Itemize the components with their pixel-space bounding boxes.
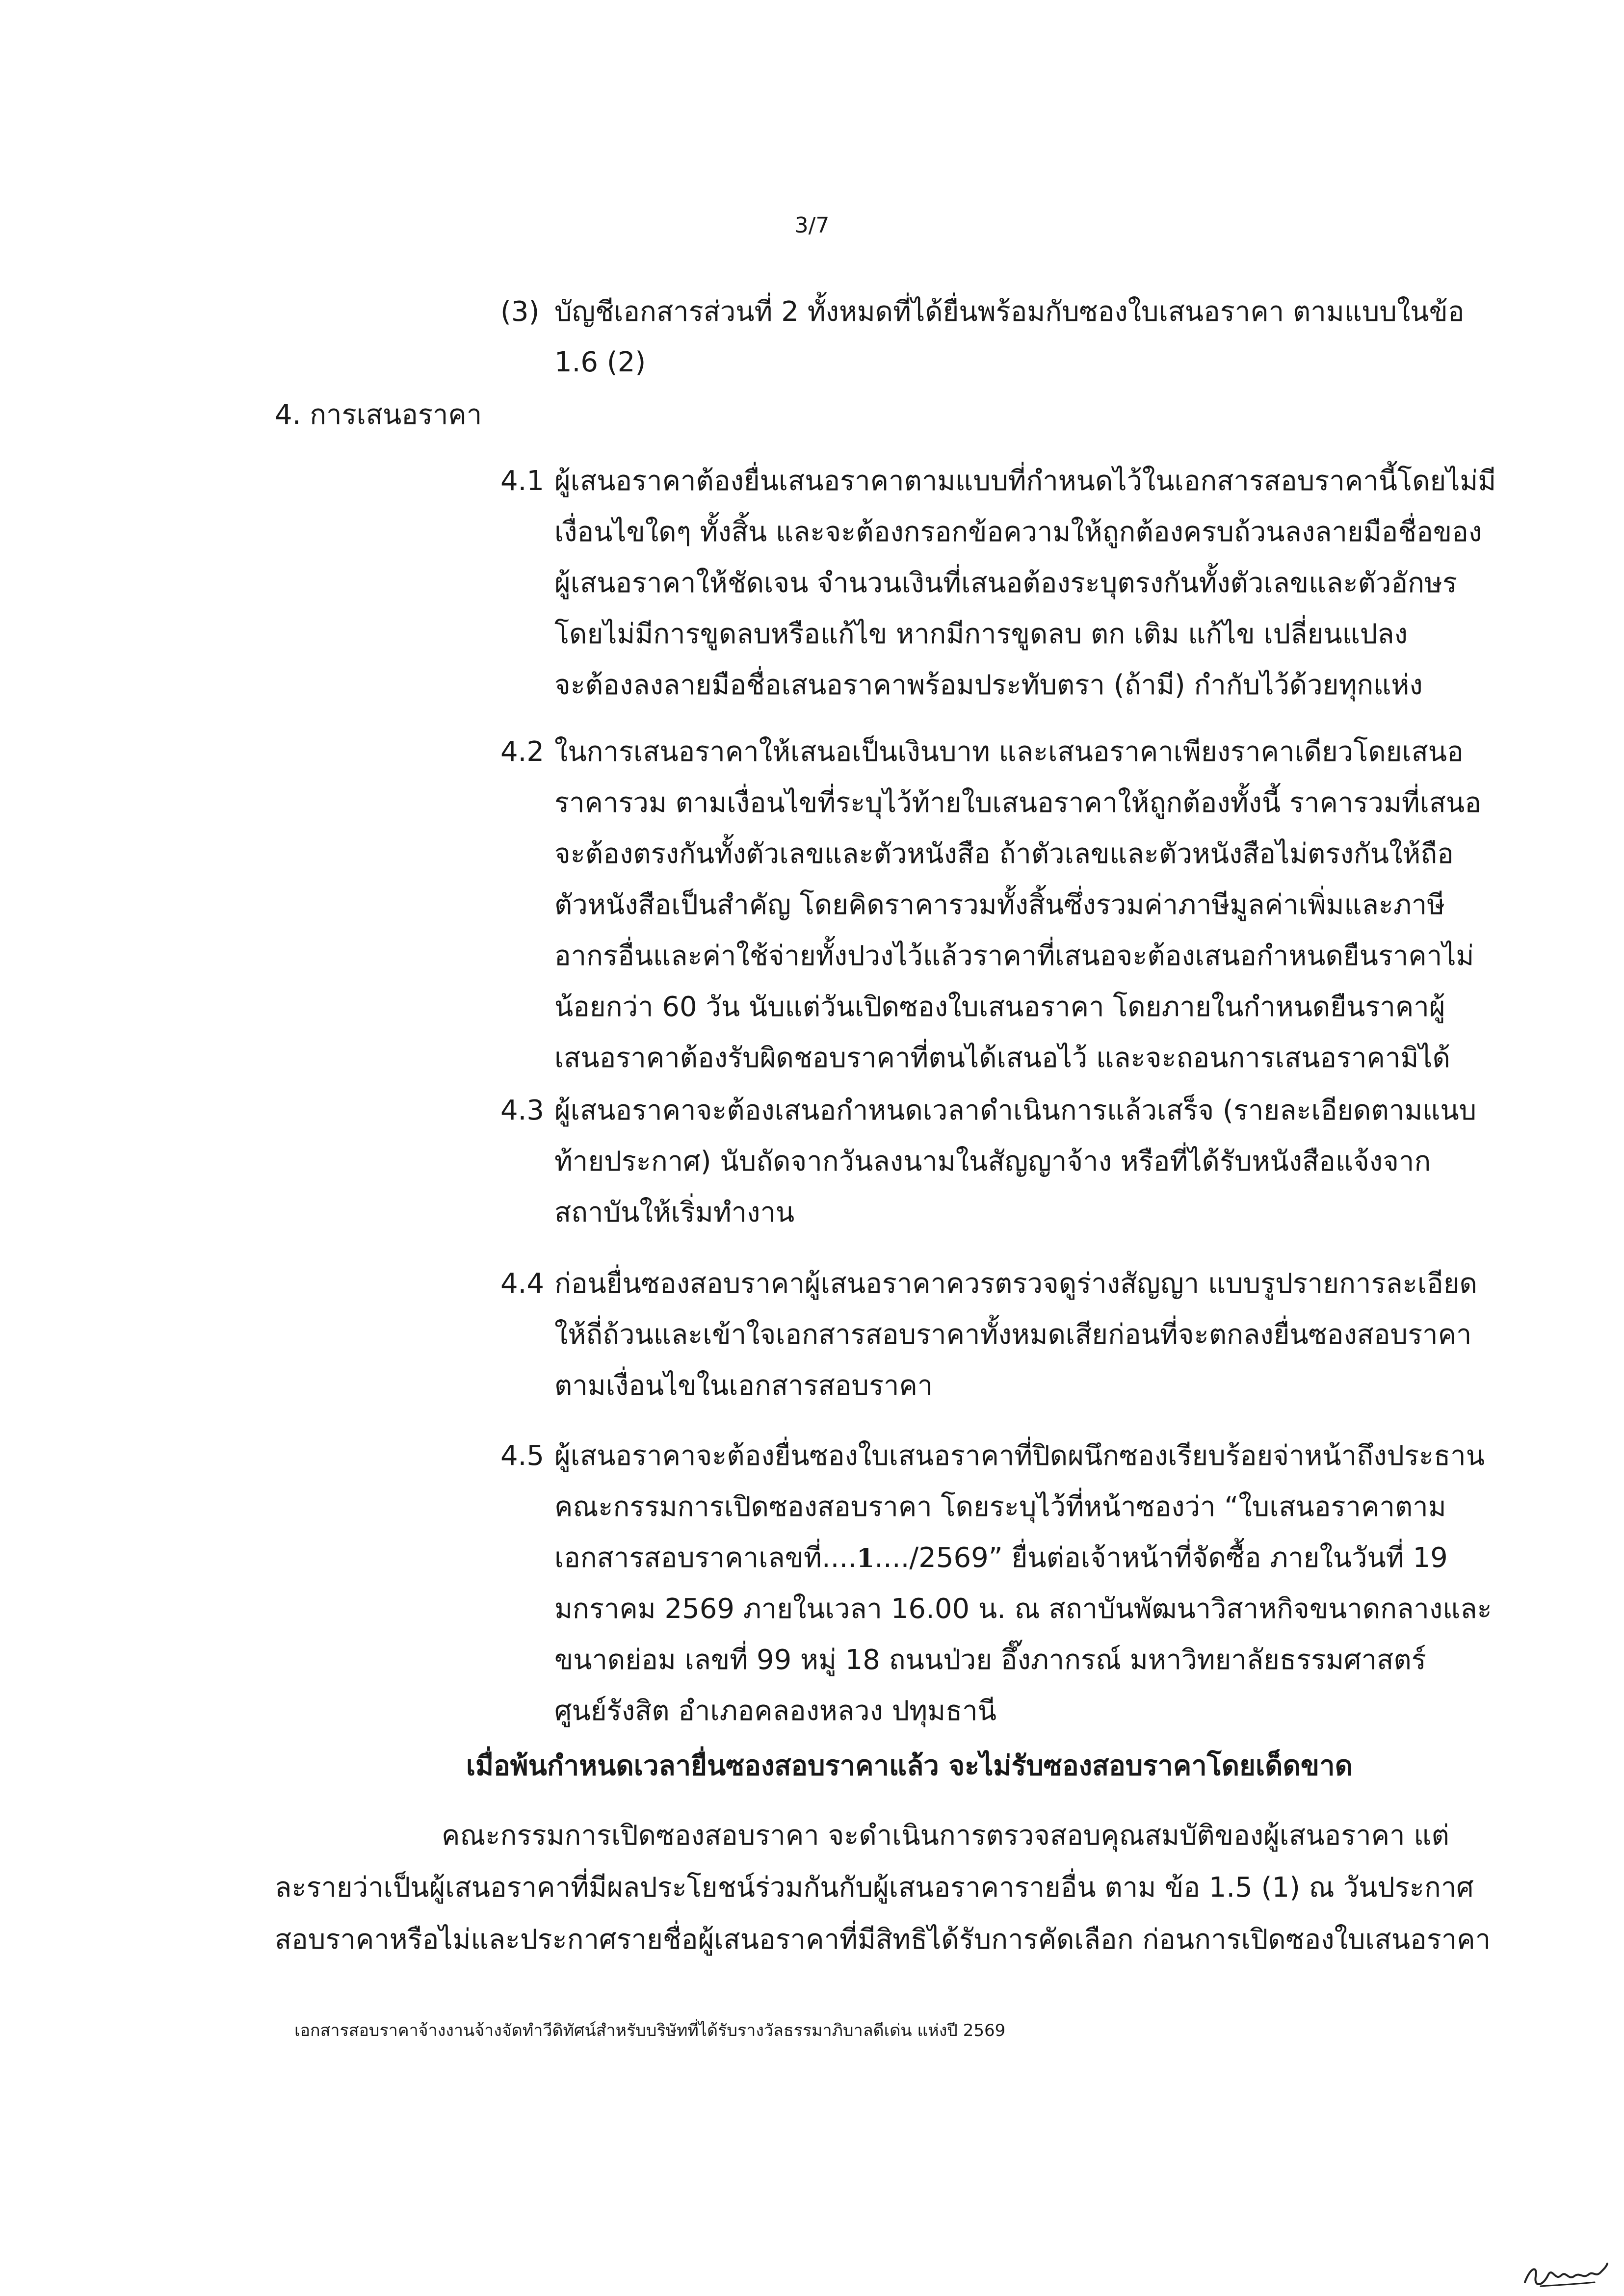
- item-4-5-line: ผู้เสนอราคาจะต้องยื่นซองใบเสนอราคาที่ปิดผนึกซองเรียบร้อยจ่าหน้าถึงประธาน: [554, 1440, 1485, 1472]
- item-4-3-line: สถาบันให้เริ่มทำงาน: [554, 1197, 795, 1228]
- item-4-5-line: มกราคม 2569 ภายในเวลา 16.00 น. ณ สถาบันพัฒนาวิสาหกิจขนาดกลางและ: [554, 1593, 1492, 1625]
- closing-paragraph-line: ละรายว่าเป็นผู้เสนอราคาที่มีผลประโยชน์ร่วมกันกับผู้เสนอราคารายอื่น ตาม ข้อ 1.5 (1) ณ วันประกาศ: [275, 1872, 1474, 1904]
- page-number: 3/7: [794, 213, 830, 238]
- item-4-1-line: ผู้เสนอราคาต้องยื่นเสนอราคาตามแบบที่กำหนดไว้ในเอกสารสอบราคานี้โดยไม่มี: [554, 465, 1496, 497]
- item-4-1-line: โดยไม่มีการขูดลบหรือแก้ไข หากมีการขูดลบ ตก เติม แก้ไข เปลี่ยนแปลง: [554, 618, 1408, 650]
- closing-paragraph-line: คณะกรรมการเปิดซองสอบราคา จะดำเนินการตรวจสอบคุณสมบัติของผู้เสนอราคา แต่: [442, 1820, 1449, 1852]
- item-4-2-line: ราคารวม ตามเงื่อนไขที่ระบุไว้ท้ายใบเสนอราคาให้ถูกต้องทั้งนี้ ราคารวมที่เสนอ: [554, 787, 1481, 819]
- item-3-line-1: บัญชีเอกสารส่วนที่ 2 ทั้งหมดที่ได้ยื่นพร้อมกับซองใบเสนอราคา ตามแบบในข้อ: [554, 296, 1465, 328]
- item-4-3-line: ผู้เสนอราคาจะต้องเสนอกำหนดเวลาดำเนินการแล้วเสร็จ (รายละเอียดตามแนบ: [554, 1095, 1477, 1126]
- closing-paragraph-line: สอบราคาหรือไม่และประกาศรายชื่อผู้เสนอราคาที่มีสิทธิได้รับการคัดเลือก ก่อนการเปิดซองใบเสนอราคา: [275, 1924, 1491, 1956]
- item-4-5-number: 4.5: [500, 1440, 545, 1472]
- item-4-4-number: 4.4: [500, 1268, 545, 1300]
- signature: [1521, 2257, 1609, 2291]
- item-4-4-line: ตามเงื่อนไขในเอกสารสอบราคา: [554, 1370, 933, 1402]
- item-4-4-line: ให้ถี่ถ้วนและเข้าใจเอกสารสอบราคาทั้งหมดเสียก่อนที่จะตกลงยื่นซองสอบราคา: [554, 1319, 1472, 1351]
- item-4-5-line: ขนาดย่อม เลขที่ 99 หมู่ 18 ถนนป่วย อึ๊งภากรณ์ มหาวิทยาลัยธรรมศาสตร์: [554, 1644, 1426, 1676]
- item-4-2-number: 4.2: [500, 736, 545, 768]
- item-4-5-line: ศูนย์รังสิต อำเภอคลองหลวง ปทุมธานี: [554, 1695, 997, 1727]
- item-4-5-line: คณะกรรมการเปิดซองสอบราคา โดยระบุไว้ที่หน้าซองว่า “ใบเสนอราคาตาม: [554, 1491, 1446, 1523]
- handwritten-number: 1: [857, 1543, 875, 1573]
- item-4-1-line: จะต้องลงลายมือชื่อเสนอราคาพร้อมประทับตรา (ถ้ามี) กำกับไว้ด้วยทุกแห่ง: [554, 669, 1423, 701]
- bold-notice: เมื่อพ้นกำหนดเวลายื่นซองสอบราคาแล้ว จะไม่รับซองสอบราคาโดยเด็ดขาด: [466, 1750, 1353, 1782]
- footer-note: เอกสารสอบราคาจ้างงานจ้างจัดทำวีดิทัศน์สำหรับบริษัทที่ได้รับรางวัลธรรมาภิบาลดีเด่น แห่งปี 2569: [294, 2021, 1006, 2040]
- item-4-5-line-3-after: ..../2569” ยื่นต่อเจ้าหน้าที่จัดซื้อ ภายในวันที่ 19: [874, 1542, 1448, 1574]
- item-4-1-number: 4.1: [500, 465, 545, 497]
- section-heading: 4. การเสนอราคา: [275, 399, 482, 431]
- item-4-2-line: อากรอื่นและค่าใช้จ่ายทั้งปวงไว้แล้วราคาที่เสนอจะต้องเสนอกำหนดยืนราคาไม่: [554, 940, 1474, 972]
- item-4-3-line: ท้ายประกาศ) นับถัดจากวันลงนามในสัญญาจ้าง หรือที่ได้รับหนังสือแจ้งจาก: [554, 1146, 1431, 1177]
- item-4-4-line: ก่อนยื่นซองสอบราคาผู้เสนอราคาควรตรวจดูร่างสัญญา แบบรูปรายการละเอียด: [554, 1268, 1477, 1300]
- item-4-1-line: ผู้เสนอราคาให้ชัดเจน จำนวนเงินที่เสนอต้องระบุตรงกันทั้งตัวเลขและตัวอักษร: [554, 567, 1457, 599]
- item-4-2-line: เสนอราคาต้องรับผิดชอบราคาที่ตนได้เสนอไว้ และจะถอนการเสนอราคามิได้: [554, 1042, 1450, 1074]
- item-3-number: (3): [500, 296, 540, 328]
- item-4-3-number: 4.3: [500, 1095, 545, 1126]
- item-4-1-line: เงื่อนไขใดๆ ทั้งสิ้น และจะต้องกรอกข้อความให้ถูกต้องครบถ้วนลงลายมือชื่อของ: [554, 516, 1482, 548]
- item-4-2-line: ในการเสนอราคาให้เสนอเป็นเงินบาท และเสนอราคาเพียงราคาเดียวโดยเสนอ: [554, 736, 1464, 768]
- item-3-line-2: 1.6 (2): [554, 346, 646, 378]
- item-4-5-line-3-before: เอกสารสอบราคาเลขที่....: [554, 1542, 857, 1574]
- item-4-2-line: ตัวหนังสือเป็นสำคัญ โดยคิดราคารวมทั้งสิ้นซึ่งรวมค่าภาษีมูลค่าเพิ่มและภาษี: [554, 889, 1445, 921]
- item-4-2-line: น้อยกว่า 60 วัน นับแต่วันเปิดซองใบเสนอราคา โดยภายในกำหนดยืนราคาผู้: [554, 991, 1445, 1023]
- item-4-2-line: จะต้องตรงกันทั้งตัวเลขและตัวหนังสือ ถ้าตัวเลขและตัวหนังสือไม่ตรงกันให้ถือ: [554, 838, 1454, 870]
- item-4-5-line-3: [554, 1540, 1448, 1576]
